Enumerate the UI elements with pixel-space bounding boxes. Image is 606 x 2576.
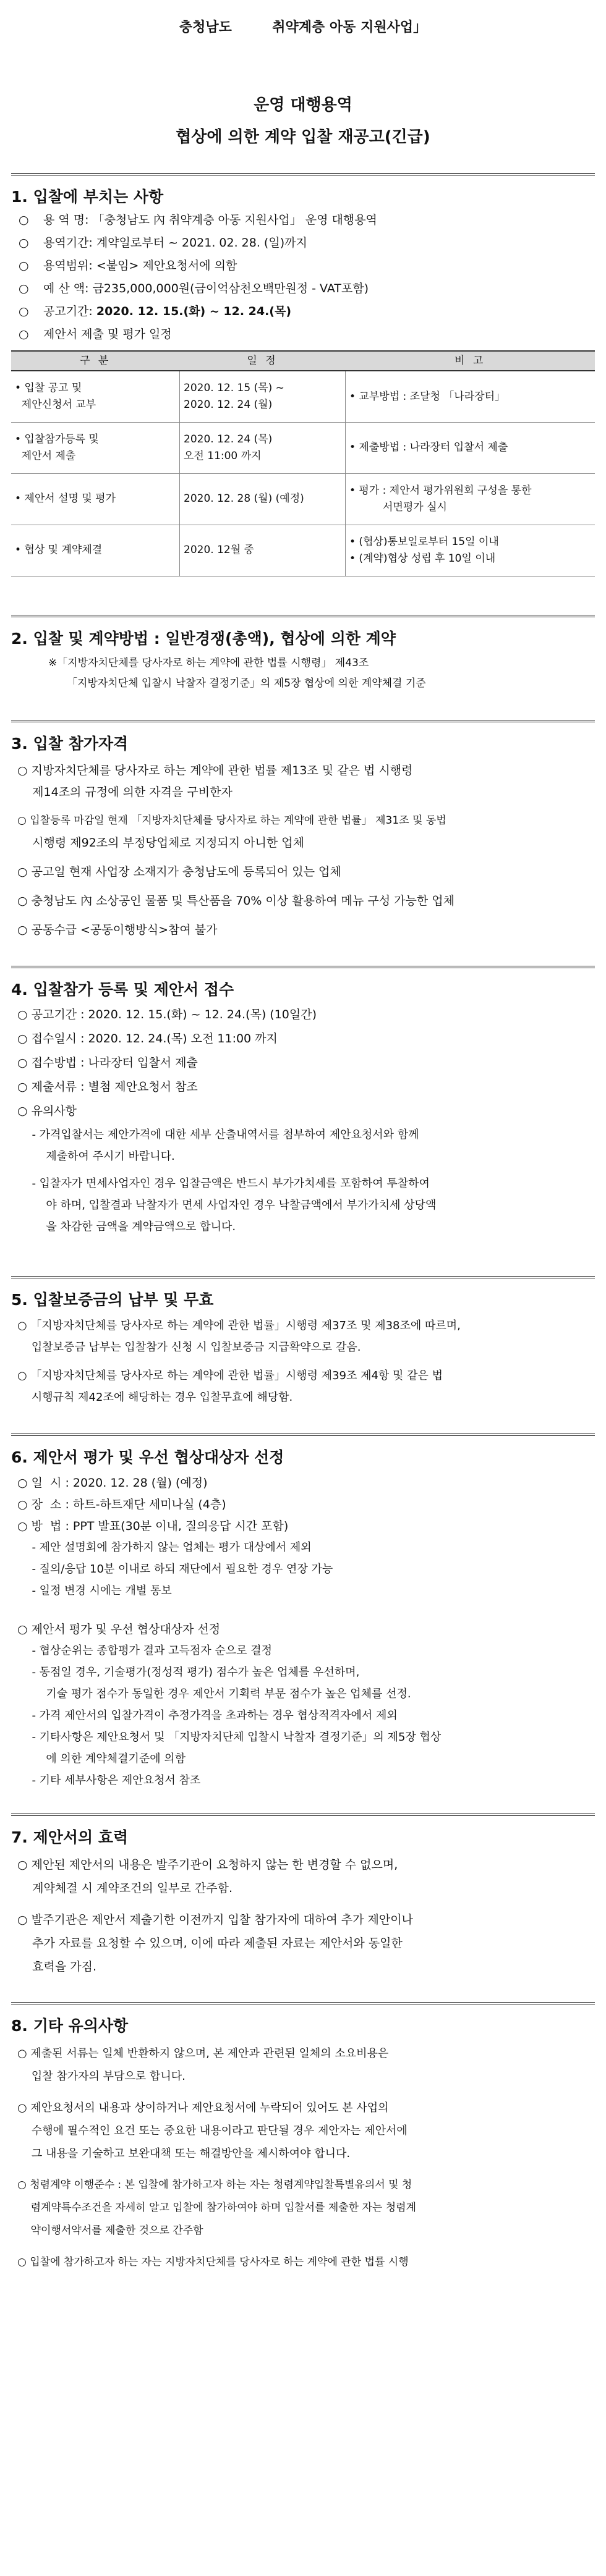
s8-line: ○ 입찰에 참가하고자 하는 자는 지방자치단체를 당사자로 하는 계약에 관한 법률 시행 [17,2256,409,2268]
s7-line: 추가 자료를 요청할 수 있으며, 이에 따라 제출된 자료는 제안서와 동일한 [17,1936,403,1950]
s6-line: - 기타 세부사항은 제안요청서 참조 [25,1774,201,1787]
s3-line: ○ 지방자치단체를 당사자로 하는 계약에 관한 법률 제13조 및 같은 법 시행령 [17,764,413,777]
s8-line: ○ 제안요청서의 내용과 상이하거나 제안요청서에 누락되어 있어도 본 사업의 [17,2101,389,2114]
table-header: 비 고 [346,351,595,371]
s7-line: ○ 제안된 제안서의 내용은 발주기관이 요청하지 않는 한 변경할 수 없으며, [17,1858,398,1872]
s1-item: ○ 용역범위: <붙임> 제안요청서에 의함 [19,259,237,272]
table-row: • 입찰참가등록 및 제안서 제출 2020. 12. 24 (목) 오전 11:00 까지 • 제출방법 : 나라장터 입찰서 제출 [11,422,595,473]
s2-note: ※「지방자치단체를 당사자로 하는 계약에 관한 법률 시행령」 제43조 [48,657,369,669]
section-5-heading: 5. 입찰보증금의 납부 및 무효 [11,1291,214,1309]
s7-line: ○ 발주기관은 제안서 제출기한 이전까지 입찰 참가자에 대하여 추가 제안이나 [17,1913,413,1927]
doc-title-line1: 운영 대행용역 [254,96,352,114]
table-row: • 협상 및 계약체결 2020. 12월 중 • (협상)통보일로부터 15일 이내 • (계약)협상 성립 후 10일 이내 [11,525,595,576]
s5-line: 시행규칙 제42조에 해당하는 경우 입찰무효에 해당함. [17,1391,293,1404]
s1-item: ○ 공고기간: 2020. 12. 15.(화) ~ 12. 24.(목) [19,305,292,318]
s6-line: 에 의한 계약체결기준에 의함 [25,1752,186,1765]
section-divider [11,1814,595,1816]
doc-title-line2: 협상에 의한 계약 입찰 재공고(긴급) [176,128,430,146]
table-header: 구 분 [11,351,180,371]
section-4-heading: 4. 입찰참가 등록 및 제안서 접수 [11,981,234,999]
section-2-heading: 2. 입찰 및 계약방법 : 일반경쟁(총액), 협상에 의한 계약 [11,630,396,648]
s5-line: 입찰보증금 납부는 입찰참가 신청 시 입찰보증금 지급확약으로 갈음. [17,1341,361,1354]
s1-item: ○ 제안서 제출 및 평가 일정 [19,327,172,341]
s4-line: - 입찰자가 면세사업자인 경우 입찰금액은 반드시 부가가치세를 포함하여 투찰하여 [25,1177,430,1190]
s6-line: - 제안 설명회에 참가하지 않는 업체는 평가 대상에서 제외 [25,1541,312,1554]
s6-line: ○ 일 시 : 2020. 12. 28 (월) (예정) [17,1476,208,1490]
s4-line: 야 하며, 입찰결과 낙찰자가 면세 사업자인 경우 낙찰금액에서 부가가치세 상당액 [25,1199,437,1212]
s6-line: - 일정 변경 시에는 개별 통보 [25,1584,172,1597]
s5-line: ○ 「지방자치단체를 당사자로 하는 계약에 관한 법률」시행령 제39조 제4항 및 같은 법 [17,1369,443,1382]
header-program: 취약계층 아동 지원사업」 [272,20,427,35]
s6-line: - 가격 제안서의 입찰가격이 추정가격을 초과하는 경우 협상적격자에서 제외 [25,1709,398,1722]
s1-item: ○ 용 역 명: 「충청남도 內 취약계층 아동 지원사업」 운영 대행용역 [19,213,377,227]
s3-line: 제14조의 규정에 의한 자격을 구비한자 [17,785,233,799]
s6-line: ○ 방 법 : PPT 발표(30분 이내, 질의응답 시간 포함) [17,1519,289,1533]
table-row: • 입찰 공고 및 제안신청서 교부 2020. 12. 15 (목) ~ 2020. 12. 24 (월) • 교부방법 : 조달청 「나라장터」 [11,371,595,422]
header-line [0,17,606,38]
s6-line: - 기타사항은 제안요청서 및 「지방자치단체 입찰시 낙찰자 결정기준」의 제5장 협상 [25,1731,442,1744]
s3-line: ○ 공고일 현재 사업장 소재지가 충청남도에 등록되어 있는 업체 [17,865,341,879]
table-row: • 제안서 설명 및 평가 2020. 12. 28 (월) (예정) • 평가 : 제안서 평가위원회 구성을 통한 서면평가 실시 [11,473,595,525]
section-divider [11,173,595,175]
s8-line: ○ 청렴계약 이행준수 : 본 입찰에 참가하고자 하는 자는 청렴계약입찰특별유의서 및 청 [17,2179,412,2191]
s8-line: ○ 제출된 서류는 일체 반환하지 않으며, 본 제안과 관련된 일체의 소요비용은 [17,2047,389,2060]
s4-line: ○ 유의사항 [17,1104,77,1118]
s6-line: ○ 장 소 : 하트-하트재단 세미나실 (4층) [17,1498,226,1511]
s6-line: - 협상순위는 종합평가 결과 고득점자 순으로 결정 [25,1644,273,1657]
schedule-table [11,350,595,576]
s4-line: ○ 공고기간 : 2020. 12. 15.(화) ~ 12. 24.(목) (10일간) [17,1008,317,1021]
s4-line: ○ 접수방법 : 나라장터 입찰서 제출 [17,1056,198,1070]
section-divider [11,1434,595,1436]
s8-line: 수행에 필수적인 요건 또는 중요한 내용이라고 판단될 경우 제안자는 제안서에 [17,2124,408,2137]
section-1-heading: 1. 입찰에 부치는 사항 [11,188,164,206]
s4-line: 을 차감한 금액을 계약금액으로 합니다. [25,1220,236,1233]
s8-line: 그 내용을 기술하고 보완대책 또는 해결방안을 제시하여야 합니다. [17,2147,351,2160]
s7-line: 계약체결 시 계약조건의 일부로 간주함. [17,1881,233,1895]
section-3-heading: 3. 입찰 참가자격 [11,735,129,753]
section-divider [11,615,595,617]
s4-line: 제출하여 주시기 바랍니다. [25,1150,175,1163]
section-6-heading: 6. 제안서 평가 및 우선 협상대상자 선정 [11,1448,284,1466]
s3-line: 시행령 제92조의 부정당업체로 지정되지 아니한 업체 [17,836,304,850]
s1-item: ○ 용역기간: 계약일로부터 ~ 2021. 02. 28. (일)까지 [19,236,307,250]
s8-line: 약이행서약서를 제출한 것으로 간주함 [17,2224,203,2237]
s5-line: ○ 「지방자치단체를 당사자로 하는 계약에 관한 법률」시행령 제37조 및 제38조에 따르며, [17,1319,461,1332]
s2-note: 「지방자치단체 입찰시 낙찰자 결정기준」의 제5장 협상에 의한 계약체결 기준 [67,677,426,690]
s3-line: ○ 공동수급 <공동이행방식>참여 불가 [17,923,218,937]
section-divider [11,1276,595,1278]
s4-line: ○ 접수일시 : 2020. 12. 24.(목) 오전 11:00 까지 [17,1032,278,1045]
s3-line: ○ 입찰등록 마감일 현재 「지방자치단체를 당사자로 하는 계약에 관한 법률」 제31조 및 동법 [17,814,446,827]
section-divider [11,2002,595,2004]
section-7-heading: 7. 제안서의 효력 [11,1828,129,1846]
s1-item: ○ 예 산 액: 금235,000,000원(금이억삼천오백만원정 - VAT포함) [19,282,369,295]
s8-line: 렴계약특수조건을 자세히 알고 입찰에 참가하여야 하며 입찰서를 제출한 자는 청렴계 [17,2202,417,2214]
section-8-heading: 8. 기타 유의사항 [11,2017,129,2035]
section-divider [11,720,595,722]
s6-line: ○ 제안서 평가 및 우선 협상대상자 선정 [17,1623,221,1636]
header-org: 충청남도 [179,20,232,35]
s6-line: 기술 평가 점수가 동일한 경우 제안서 기획력 부문 점수가 높은 업체를 선정. [25,1687,411,1700]
s7-line: 효력을 가짐. [17,1960,97,1974]
section-divider [11,966,595,968]
s4-line: - 가격입찰서는 제안가격에 대한 세부 산출내역서를 첨부하여 제안요청서와 함께 [25,1128,419,1141]
table-header: 일 정 [180,351,346,371]
s8-line: 입찰 참가자의 부담으로 합니다. [17,2070,186,2083]
s6-line: - 질의/응답 10분 이내로 하되 재단에서 필요한 경우 연장 가능 [25,1563,333,1576]
s4-line: ○ 제출서류 : 별첨 제안요청서 참조 [17,1080,198,1094]
s6-line: - 동점일 경우, 기술평가(정성적 평가) 점수가 높은 업체를 우선하며, [25,1666,360,1679]
s3-line: ○ 충청남도 內 소상공인 물품 및 특산품을 70% 이상 활용하여 메뉴 구성 가능한 업체 [17,894,454,908]
